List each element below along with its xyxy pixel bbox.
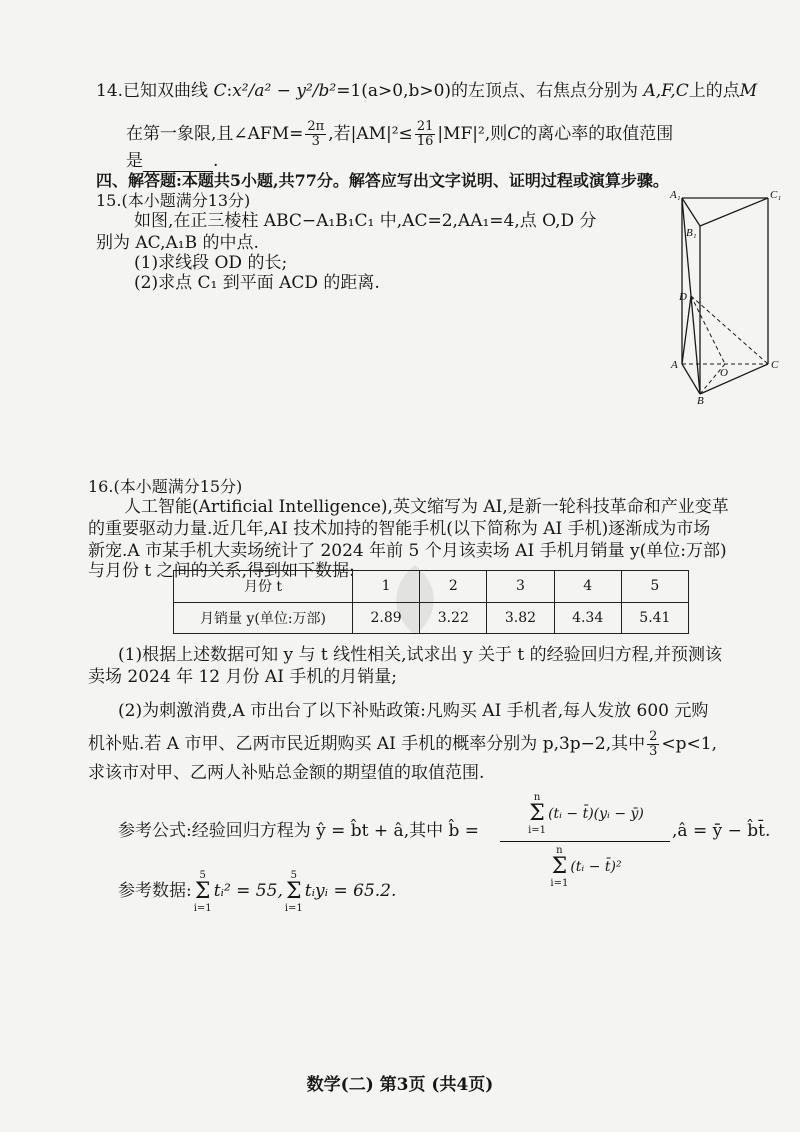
q16-para1: 人工智能(Artificial Intelligence),英文缩写为 AI,是新一轮科技革命和产业变革: [124, 497, 729, 517]
q14-line1: 14.已知双曲线 C:x²/a² − y²/b²=1(a>0,b>0)的左顶点、右焦点分别为 A,F,C上的点M: [96, 81, 758, 101]
table-header-sales: 月销量 y(单位:万部): [174, 602, 353, 634]
q16-part2-a: (2)为刺激消费,A 市出台了以下补贴政策:凡购买 AI 手机者,每人发放 600 元购: [118, 701, 709, 721]
label-b: B: [697, 395, 704, 406]
table-cell: 3: [487, 571, 554, 603]
label-a: A: [671, 359, 678, 371]
label-c: C: [771, 359, 779, 371]
q16-part1-a: (1)根据上述数据可知 y 与 t 线性相关,试求出 y 关于 t 的经验回归方程,并预测该: [118, 645, 722, 665]
q14-line2: 在第一象限,且∠AFM= $\frac{2\pi}{3}$ ,若|AM|²≤ $\frac{21}{16}$ |MF|²,则C的离心率的取值范围: [126, 119, 674, 149]
edge-b1c1: [700, 198, 768, 226]
table-cell: 3.22: [420, 602, 487, 634]
q16-part2-c: 求该市对甲、乙两人补贴总金额的期望值的取值范围.: [88, 763, 485, 783]
q14-line3: 是 .: [126, 151, 219, 171]
table-cell: 2.89: [353, 602, 420, 634]
q15-part1: (1)求线段 OD 的长;: [134, 253, 288, 273]
table-cell: 3.82: [487, 602, 554, 634]
q16-para3: 新宠.A 市某手机大卖场统计了 2024 年前 5 个月该卖场 AI 手机月销量 y(单位:万部): [88, 541, 727, 561]
label-b1: B₁: [686, 227, 697, 239]
formula-label: 参考公式:经验回归方程为 ŷ = b̂t + â,其中 b̂ =: [118, 821, 480, 841]
reference-data: 参考数据:5 Σ i=1tᵢ² = 55,5 Σ i=1tᵢyᵢ = 65.2.: [118, 869, 397, 914]
seg-dc: [691, 296, 768, 364]
q15-header: 15.(本小题满分13分): [96, 191, 251, 210]
q16-part1-b: 卖场 2024 年 12 月份 AI 手机的月销量;: [88, 667, 398, 687]
table-cell: 4: [554, 571, 621, 603]
table-cell: 2: [420, 571, 487, 603]
edge-bc: [700, 364, 768, 394]
table-header-month: 月份 t: [174, 571, 353, 603]
q16-part2-b: 机补贴.若 A 市甲、乙两市民近期购买 AI 手机的概率分别为 p,3p−2,其中 $\frac{2}{3}$ <p<1,: [88, 729, 718, 759]
label-d: D: [679, 291, 687, 303]
table-cell: 5.41: [621, 602, 688, 634]
formula-tail: ,â = ȳ − b̂t̄.: [672, 821, 771, 841]
seg-da: [682, 296, 691, 364]
table-cell: 5: [621, 571, 688, 603]
sales-table: [173, 570, 689, 634]
sum-symbol: 5 Σ i=1: [284, 869, 303, 914]
table-cell: 4.34: [554, 602, 621, 634]
sum-symbol: 5 Σ i=1: [193, 869, 212, 914]
prism-figure: [662, 184, 792, 406]
q16-header: 16.(本小题满分15分): [88, 477, 243, 496]
section4-title: 四、解答题:本题共5小题,共77分。解答应写出文字说明、证明过程或演算步骤。: [96, 171, 669, 190]
q16-para2: 的重要驱动力量.近几年,AI 技术加持的智能手机(以下简称为 AI 手机)逐渐成为市场: [88, 519, 711, 539]
label-c1: C₁: [770, 189, 782, 201]
table-row: [174, 571, 689, 603]
label-o: O: [720, 367, 728, 379]
q15-line1: 如图,在正三棱柱 ABC−A₁B₁C₁ 中,AC=2,AA₁=4,点 O,D 分: [134, 211, 597, 231]
regression-formula: n Σ i=1(tᵢ − t̄)(yᵢ − ȳ) n Σ i=1(tᵢ − t̄)²: [500, 792, 670, 891]
q15-part2: (2)求点 C₁ 到平面 ACD 的距离.: [134, 273, 380, 293]
label-a1: A₁: [670, 189, 681, 201]
q16-para4: 与月份 t 之间的关系,得到如下数据:: [88, 561, 355, 581]
table-cell: 1: [353, 571, 420, 603]
page-footer: 数学(二) 第3页 (共4页): [306, 1075, 494, 1095]
table-row: [174, 602, 689, 634]
sum-symbol: n Σ i=1: [550, 845, 569, 889]
q15-line2: 别为 AC,A₁B 的中点.: [96, 233, 259, 253]
sum-symbol: n Σ i=1: [528, 792, 547, 836]
